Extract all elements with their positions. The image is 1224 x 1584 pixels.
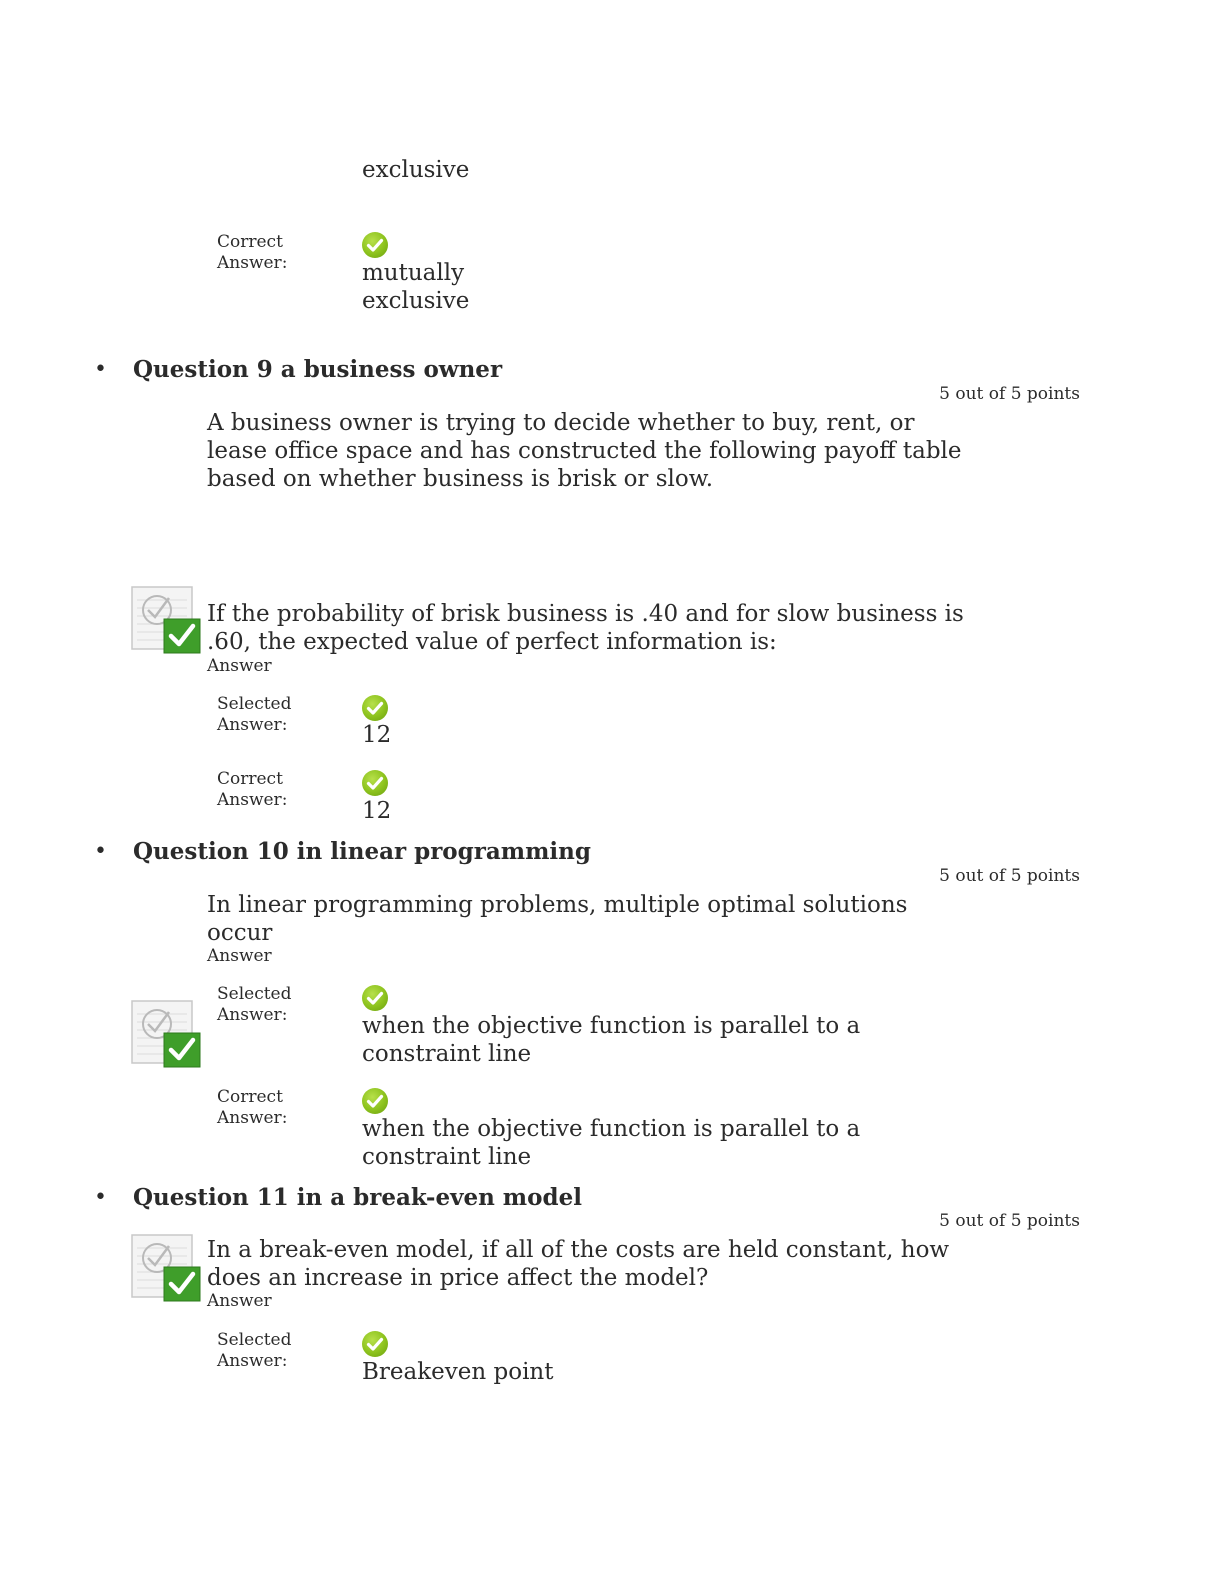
question-intro: A business owner is trying to decide whether to buy, rent, or lease office space and has constructed the following payoff table based on whether business is brisk or slow. — [207, 410, 962, 492]
question-title: Question 9 a business owner — [133, 356, 503, 383]
correct-answer-value: 12 — [362, 798, 392, 824]
correct-answer-value: when the objective function is parallel to a constraint line — [362, 1116, 861, 1170]
correct-answer-label: Correct Answer: — [217, 232, 288, 273]
answer-label: Answer — [207, 1291, 272, 1311]
check-icon — [362, 232, 388, 258]
question-title: Question 10 in linear programming — [133, 838, 591, 865]
graded-correct-icon — [131, 1234, 203, 1304]
points-badge: 5 out of 5 points — [939, 384, 1080, 404]
correct-answer-label: Correct Answer: — [217, 1087, 288, 1128]
check-icon — [362, 1088, 388, 1114]
check-icon — [362, 770, 388, 796]
points-badge: 5 out of 5 points — [939, 866, 1080, 886]
graded-correct-icon — [131, 586, 203, 656]
selected-answer-label: Selected Answer: — [217, 694, 292, 735]
check-icon — [362, 695, 388, 721]
bullet-icon: • — [94, 839, 107, 864]
question-text: In linear programming problems, multiple optimal solutions occur — [207, 892, 908, 946]
prev-answer-tail: exclusive — [362, 157, 470, 183]
check-icon — [362, 985, 388, 1011]
selected-answer-label: Selected Answer: — [217, 1330, 292, 1371]
selected-answer-value: 12 — [362, 722, 392, 748]
question-text: In a break-even model, if all of the costs are held constant, how does an increase in price affect the model? — [207, 1237, 950, 1291]
correct-answer-value: mutually exclusive — [362, 260, 470, 314]
correct-answer-label: Correct Answer: — [217, 769, 288, 810]
bullet-icon: • — [94, 1185, 107, 1210]
selected-answer-label: Selected Answer: — [217, 984, 292, 1025]
selected-answer-value: Breakeven point — [362, 1359, 554, 1385]
answer-label: Answer — [207, 946, 272, 966]
selected-answer-value: when the objective function is parallel to a constraint line — [362, 1013, 861, 1067]
answer-label: Answer — [207, 656, 272, 676]
question-text: If the probability of brisk business is .40 and for slow business is .60, the expected value of perfect information is: — [207, 601, 964, 655]
points-badge: 5 out of 5 points — [939, 1211, 1080, 1231]
bullet-icon: • — [94, 357, 107, 382]
question-title: Question 11 in a break-even model — [133, 1184, 582, 1211]
graded-correct-icon — [131, 1000, 203, 1070]
check-icon — [362, 1331, 388, 1357]
